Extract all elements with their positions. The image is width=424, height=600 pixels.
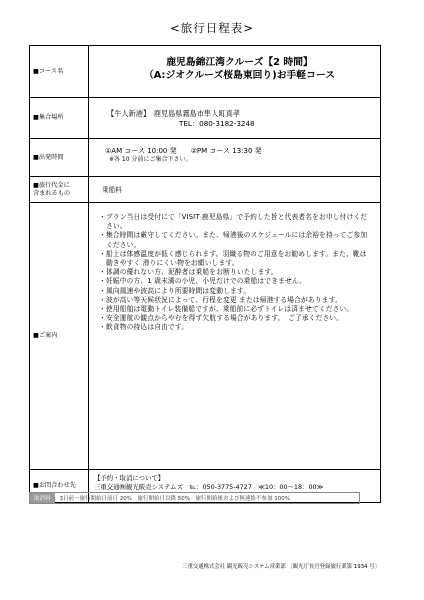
guide-bullet: ・ bbox=[99, 314, 106, 323]
guide-bullet: ・ bbox=[99, 249, 106, 258]
included-label-line1: ■旅行代金に bbox=[33, 181, 70, 189]
guide-item-text: 風向風速や波高により所要時間は変動します。 bbox=[106, 286, 251, 295]
included-label bbox=[30, 177, 89, 202]
contact-heading: 【予約・取消について】 bbox=[94, 474, 165, 482]
meeting-tel: TEL：080-3182-3248 bbox=[179, 119, 255, 128]
guide-item bbox=[99, 323, 368, 332]
guide-item bbox=[99, 277, 368, 286]
guide-item-text: 船上は体感温度が低く感じられます。羽織る物のご用意をお勧めします。また、靴は動きやすく 滑りにくい物をお願いします。 bbox=[106, 249, 367, 268]
cancellation-label: 取消料 bbox=[30, 493, 55, 503]
guide-row bbox=[30, 203, 380, 470]
meeting-label: ■集合場所 bbox=[30, 98, 89, 138]
guide-item bbox=[99, 231, 368, 249]
guide-item bbox=[99, 296, 368, 305]
guide-bullet: ・ bbox=[99, 213, 106, 221]
contact-label: ■お問合わせ先 bbox=[30, 470, 89, 502]
guide-bullet: ・ bbox=[99, 286, 106, 295]
course-row bbox=[30, 46, 380, 98]
guide-bullet: ・ bbox=[99, 268, 106, 277]
contact-company: 三重交通㈱観光販売システムズ ℡：050-3775-4727 ≪10：00～18：00≫ bbox=[94, 482, 324, 491]
guide-item-text: 集合時間は厳守してください。また、帰港後のスケジュールには余裕を持ってご参加ください。 bbox=[106, 231, 368, 249]
guide-item-text: 波が高い等天候状況によって、行程を変更 または帰港する場合があります。 bbox=[106, 295, 342, 304]
guide-bullet: ・ bbox=[99, 277, 106, 286]
guide-item bbox=[99, 213, 368, 231]
course-name-line1: 鹿児島錦江湾クルーズ【2 時間】 bbox=[166, 57, 313, 68]
course-name bbox=[89, 46, 380, 97]
meeting-row bbox=[30, 98, 380, 139]
guide-bullet: ・ bbox=[99, 295, 106, 304]
meeting-place: 【牛人新港】 鹿児島県霧島市隼人町真孝 bbox=[107, 109, 240, 118]
departure-row bbox=[30, 139, 380, 177]
guide-bullet: ・ bbox=[99, 231, 106, 240]
guide-item bbox=[99, 287, 368, 296]
guide-label: ■ご案内 bbox=[30, 203, 89, 469]
course-label: ■コース名 bbox=[30, 46, 89, 97]
guide-bullet: ・ bbox=[99, 323, 106, 332]
guide-list bbox=[89, 203, 380, 333]
departure-note: ※各 10 分前にご集合下さい。 bbox=[109, 156, 192, 163]
guide-item bbox=[99, 305, 368, 314]
guide-item bbox=[99, 250, 368, 268]
guide-item-text: 体調の優れない方、泥酔者は乗船をお断りいたします。 bbox=[106, 268, 278, 277]
guide-item-text: 飲食物の持込は自由です。 bbox=[106, 323, 189, 332]
departure-times: ①AM コース 10:00 発 ②PM コース 13:30 発 bbox=[105, 147, 262, 155]
course-name-line2: （A:ジオクルーズ桜島東回り)お手軽コース bbox=[143, 70, 336, 81]
included-label-line2: 含まれるもの bbox=[33, 189, 71, 197]
cancellation-fee-bar bbox=[29, 492, 360, 504]
guide-item-text: プラン当日は受付にて「VISIT 鹿児島県」で予約した旨と代表者名をお申し付けください。 bbox=[106, 213, 368, 231]
guide-value bbox=[89, 203, 380, 469]
meeting-value bbox=[89, 98, 380, 138]
cancellation-text: 3日前～旅行開始日前日 20% 旅行開始日以降 50% 旅行開始後および無連絡不参加 100% bbox=[59, 496, 290, 502]
guide-item-text: 妊娠中の方、1 歳未満の小児、小児だけでの乗船はできません。 bbox=[106, 277, 307, 286]
departure-value bbox=[89, 139, 380, 176]
guide-item-text: 使用船舶は電動トイレ装備船ですが、乗船前に必ずトイレは済ませてください。 bbox=[106, 305, 354, 314]
page-title: <旅行日程表> bbox=[170, 21, 254, 35]
itinerary-table bbox=[29, 45, 381, 503]
departure-label: ■出発時間 bbox=[30, 139, 89, 176]
guide-item-text: 安全運航の観点からやむを得ず欠航する場合があります。 ご了承ください。 bbox=[106, 314, 344, 323]
guide-bullet: ・ bbox=[99, 305, 106, 314]
included-row bbox=[30, 177, 380, 203]
footer-company: 三重交通株式会社 観光販売システム営業部 〔観光庁長官登録旅行業第 1934 号〕 bbox=[182, 564, 380, 570]
included-value: 乗船料 bbox=[102, 186, 122, 194]
